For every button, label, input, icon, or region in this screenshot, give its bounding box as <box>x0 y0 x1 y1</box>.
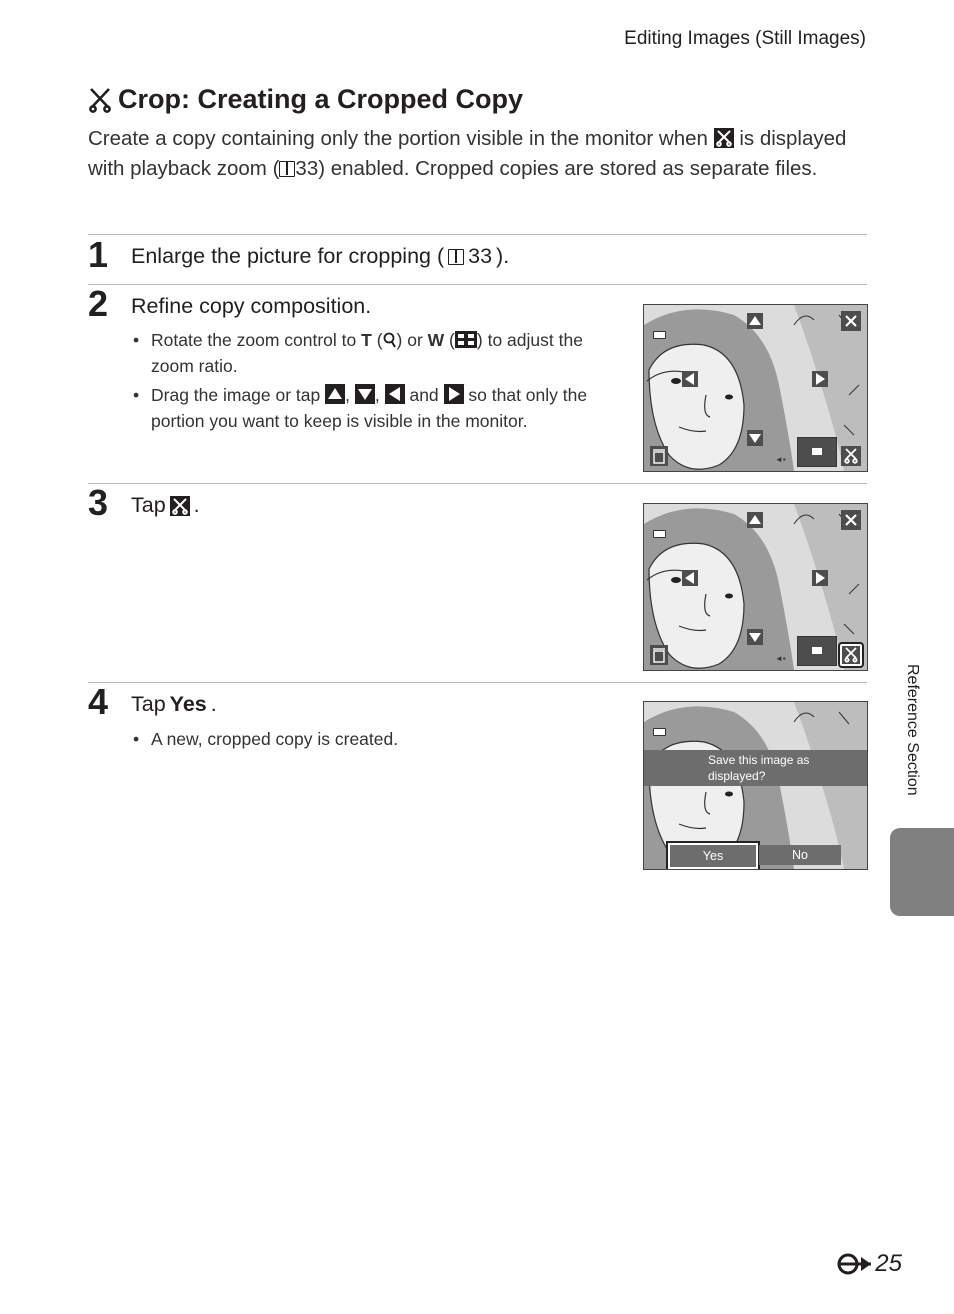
divider <box>88 682 867 683</box>
arrow-left-icon <box>385 384 405 404</box>
intro-paragraph <box>88 124 848 183</box>
camera-screen-1 <box>643 304 868 472</box>
tele-label: T <box>361 330 372 350</box>
bullet-text: ( <box>444 330 455 350</box>
page-number <box>837 1250 902 1278</box>
arrow-down-icon <box>355 384 375 404</box>
intro-text-2: is displayed with playback zoom ( <box>88 127 847 180</box>
bullet-text: ) or <box>396 330 428 350</box>
yes-button[interactable]: Yes <box>668 843 758 869</box>
step-number-3: 3 <box>88 482 109 523</box>
step-number-2: 2 <box>88 283 109 324</box>
battery-icon <box>653 331 666 339</box>
reference-section-icon <box>837 1253 873 1275</box>
thumbnail-icon <box>455 331 477 348</box>
crop-icon <box>88 87 112 113</box>
running-header: Editing Images (Still Images) <box>624 28 866 49</box>
section-tab <box>890 828 954 916</box>
bullet-text: , <box>345 385 355 405</box>
bullet-text: and <box>404 385 444 405</box>
arrow-up-icon <box>325 384 345 404</box>
step-number-4: 4 <box>88 681 109 722</box>
crop-icon <box>170 496 190 516</box>
step-4-text-end: . <box>210 692 217 716</box>
list-item: • A new, cropped copy is created. <box>131 726 611 752</box>
camera-screen-3 <box>643 701 868 870</box>
trash-icon[interactable] <box>650 446 668 466</box>
crop-icon[interactable] <box>841 446 861 466</box>
divider <box>88 483 867 484</box>
battery-icon <box>653 728 666 736</box>
reference-book-icon <box>448 249 464 265</box>
bullet-text: so that only the portion you want to keep is visible in the monitor. <box>151 385 588 431</box>
arrow-down-icon[interactable] <box>747 629 763 645</box>
trash-icon[interactable] <box>650 645 668 665</box>
intro-ref: 33 <box>295 156 319 180</box>
zoom-guide-icon <box>797 636 837 666</box>
arrow-down-icon[interactable] <box>747 430 763 446</box>
step-1-text: Enlarge the picture for cropping ( <box>131 244 445 268</box>
no-button[interactable]: No <box>759 845 841 865</box>
list-item <box>131 327 611 379</box>
step-3-text: Tap <box>131 493 166 517</box>
bullet-text: ( <box>371 330 383 350</box>
intro-text-3: ) enabled. Cropped copies are stored as separate files. <box>318 156 818 180</box>
step-number-1: 1 <box>88 234 109 275</box>
step-4-yes-label: Yes <box>169 692 207 716</box>
zoom-in-icon <box>383 332 397 348</box>
arrow-up-icon[interactable] <box>747 313 763 329</box>
step-3-heading <box>131 493 200 518</box>
zoom-indicator: ◄▪ <box>775 455 786 464</box>
arrow-left-icon[interactable] <box>682 570 698 586</box>
step-1-ref: 33 <box>468 244 493 268</box>
step-2-heading: Refine copy composition. <box>131 294 372 318</box>
list-item <box>131 382 611 434</box>
dialog-message-bar <box>644 750 867 786</box>
arrow-right-icon <box>444 384 464 404</box>
step-1-text-end: ). <box>496 244 510 268</box>
step-2-bullets <box>131 327 611 437</box>
crop-icon[interactable] <box>838 642 864 668</box>
close-icon[interactable] <box>841 510 861 530</box>
bullet-text: Rotate the zoom control to <box>151 330 362 350</box>
arrow-up-icon[interactable] <box>747 512 763 528</box>
arrow-right-icon[interactable] <box>812 371 828 387</box>
section-tab-label: Reference Section <box>904 664 921 796</box>
wide-label: W <box>427 330 445 350</box>
page-title <box>88 84 523 115</box>
close-icon[interactable] <box>841 311 861 331</box>
step-4-heading <box>131 692 217 717</box>
intro-text-1: Create a copy containing only the portion visible in the monitor when <box>88 127 714 150</box>
page-title-text: Crop: Creating a Cropped Copy <box>118 84 524 114</box>
reference-book-icon <box>279 161 295 177</box>
page-number-text: 25 <box>875 1250 902 1277</box>
step-3-text-end: . <box>193 493 200 517</box>
divider <box>88 284 867 285</box>
step-4-text: Tap <box>131 692 166 716</box>
camera-screen-2 <box>643 503 868 671</box>
crop-icon <box>714 128 734 148</box>
bullet-text: , <box>374 385 385 405</box>
battery-icon <box>653 530 666 538</box>
zoom-indicator: ◄▪ <box>775 654 786 663</box>
bullet-text: Drag the image or tap <box>151 385 326 405</box>
step-1-heading <box>131 244 509 269</box>
dialog-message: Save this image as displayed? <box>708 753 810 783</box>
arrow-left-icon[interactable] <box>682 371 698 387</box>
bullet-text: ) to adjust the zoom ratio. <box>151 330 583 376</box>
step-4-bullets <box>131 726 611 755</box>
zoom-guide-icon <box>797 437 837 467</box>
arrow-right-icon[interactable] <box>812 570 828 586</box>
divider <box>88 234 867 235</box>
